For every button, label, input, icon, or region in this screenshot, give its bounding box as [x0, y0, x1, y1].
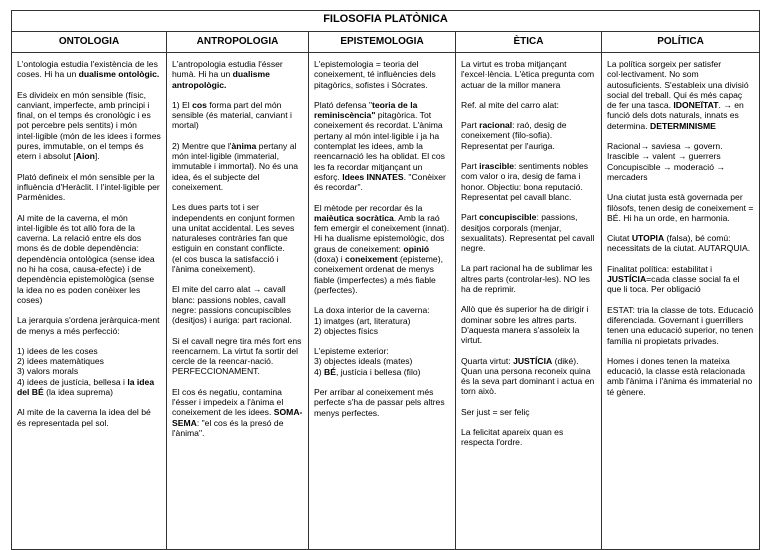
text: : raó, desig de coneixement (filo-sofia). Representat per l'auriga.	[461, 120, 567, 151]
text: (doxa) i	[314, 254, 346, 265]
text: La doxa interior de la caverna:	[314, 305, 430, 316]
text: L'ontologia estudia l'existència de les coses. Hi ha un	[17, 59, 158, 80]
bold-text: concupiscible	[479, 212, 537, 223]
text: (diké). Quan una persona reconeix quina és la seva part dominant i actua en torn això.	[461, 355, 595, 397]
politica-just-city: Una ciutat justa està governada per filòsofs, tenen desig de coneixement = BÉ. Hi ha un orde, en harmonia.	[607, 192, 754, 223]
politica-purpose	[607, 264, 754, 295]
text: Ciutat	[607, 233, 632, 244]
epistemologia-episteme	[314, 346, 450, 377]
politica-classes	[607, 141, 754, 182]
text: La política sorgeix per satisfer col·lectivament. No som autosuficients. S'estableix una divisió social del treball. Qui és més capaç de fer una tasca.	[607, 59, 749, 111]
antropologia-intro	[172, 59, 303, 90]
ontologia-intro	[17, 59, 161, 80]
bold-text: dualisme antropològic.	[172, 69, 270, 90]
text: , justícia i bellesa (filo)	[335, 366, 421, 377]
bold-text: IDONEÏTAT	[673, 100, 719, 111]
list-item: 4)	[314, 366, 325, 377]
header-antropologia: ANTROPOLOGIA	[167, 32, 309, 53]
text: . "Conèixer és recordar".	[314, 171, 446, 193]
cell-ontologia	[12, 53, 167, 550]
epistemologia-conclusion: Per arribar al coneixement més perfecte s'ha de passar pels altres menys perfectes.	[314, 387, 445, 418]
ontologia-hierarchy: La jerarquia s'ordena jeràrquica-ment de menys a més perfecció:	[17, 315, 160, 336]
etica-intro: La virtut es troba mitjançant l'excel·lència. L'ètica pregunta com actuar de la millor manera	[461, 59, 595, 90]
cell-politica	[602, 53, 760, 550]
text: Les dues parts tot i ser independents en conjunt formen una unitat accidental. Les seves naturaleses contràries fan que estiguin en constant conflicte.	[172, 202, 295, 254]
epistemologia-method	[314, 203, 450, 296]
ontologia-hierarchy-list	[17, 346, 161, 397]
list-item: 3) objectes ideals (mates)	[314, 356, 413, 367]
summary-table-page	[11, 10, 759, 550]
politica-utopia	[607, 233, 754, 254]
epistemologia-intro: L'epistemologia = teoria del coneixement, té influències dels pitagòrics, sofistes i Sòcrates.	[314, 59, 436, 90]
cell-etica	[456, 53, 602, 550]
bold-text: racional	[479, 120, 513, 131]
cell-epistemologia	[309, 53, 456, 550]
text: =cada classe social fa el que li toca. Per obligació	[607, 274, 740, 295]
etica-dominate: Allò que és superior ha de dirigir i dominar sobre les altres parts. D'aquesta manera s'assoleix la virtut.	[461, 304, 589, 346]
text: pitagòrica. Tot coneixement és recordat. L'ànima pertany al món intel·ligible i ja ha contemplat les idees, amb la reencarnació les ha oblidat. El cos les fa recordar mitjançant un esforç.	[314, 110, 445, 182]
text: . → en funció dels dots naturals, innats es determina.	[607, 100, 744, 131]
etica-happiness: La felicitat apareix quan es respecta l'ordre.	[461, 427, 564, 448]
bold-text: teoria de la reminiscència"	[314, 99, 418, 121]
list-item: 1) imatges (art, literatura)	[314, 315, 411, 326]
list-item: 2) objectes físics	[314, 325, 378, 336]
text: Quarta virtut:	[461, 355, 514, 366]
ontologia-influences: Plató defineix el món sensible per la influència d'Heràclit. I l'intel·ligible per Parmènides.	[17, 171, 160, 203]
text: ].	[94, 151, 100, 162]
bold-text: dualisme ontològic.	[78, 69, 160, 80]
list-item: 2) idees matemàtiques	[17, 356, 104, 367]
text: : passions, desitjos corporals (menjar, sexualitats). Representat pel cavall negre.	[461, 212, 595, 254]
antropologia-soma-sema	[172, 387, 303, 438]
table-title: FILOSOFIA PLATÒNICA	[12, 11, 760, 32]
antropologia-chariot: El mite del carro alat → cavall blanc: passions nobles, cavall negre: passions concupiscibles (desitjos) i auriga: part racional.	[172, 284, 292, 326]
antropologia-reincarnation: Si el cavall negre tira més fort ens reencarnem. La virtut fa sortir del cercle de la reencar-nació. PERFECCIONAMENT.	[172, 335, 302, 377]
cell-antropologia	[167, 53, 309, 550]
summary-table	[11, 10, 760, 550]
politica-state: ESTAT: tria la classe de tots. Educació diferenciada. Governant i guerrillers tenen una educació superior, no tenen família ni propietats privades.	[607, 304, 754, 346]
text: forma part del món sensible (és material, canviant i mortal)	[172, 99, 292, 131]
epistemologia-reminiscence	[314, 100, 450, 193]
list-item: 1) idees de les coses	[17, 345, 98, 356]
etica-rational	[461, 120, 596, 151]
list-item: 4) idees de justícia, bellesa i	[17, 376, 128, 387]
text: . Amb la raó fem emergir el coneixement (innat).	[314, 212, 450, 234]
text: pertany al món intel·ligible (immaterial, immutable i immortal). No és una idea, és el subjecte del coneixement.	[172, 140, 299, 192]
bold-text: Idees INNATES	[342, 171, 404, 182]
list-item: Irascible → valent → guerrers	[607, 151, 721, 162]
text: El mètode per recordar és la	[314, 202, 423, 213]
antropologia-conflict	[172, 202, 303, 274]
text: Part	[461, 161, 480, 172]
text: Finalitat política: estabilitat i	[607, 263, 713, 274]
list-item: Concupiscible → moderació → mercaders	[607, 161, 725, 182]
bold-text: SOMA-SEMA	[172, 407, 303, 428]
text: : "el cos és la presó de l'ànima".	[172, 417, 284, 438]
bold-text: Aion	[75, 151, 95, 162]
bold-text: maièutica socràtica	[314, 212, 394, 223]
text: 1) El	[172, 99, 193, 110]
text: (episteme), coneixement ordenat de menys fiable (imperfectes) a més fiable (perfectes).	[314, 254, 443, 295]
bold-text: la idea del BÉ	[17, 376, 155, 398]
bold-text: irascible	[479, 161, 515, 172]
etica-chariot-ref: Ref. al mite del carro alat:	[461, 99, 559, 110]
epistemologia-doxa	[314, 305, 450, 336]
text: Part	[461, 212, 480, 223]
header-etica: ÈTICA	[456, 32, 602, 53]
list-item: Racional→ saviesa → govern.	[607, 141, 723, 152]
etica-just-happy: Ser just = ser feliç	[461, 406, 530, 417]
bold-text: DETERMINISME	[650, 120, 716, 131]
bold-text: JUSTÍCIA	[607, 274, 647, 285]
etica-irascible	[461, 161, 596, 202]
antropologia-body	[172, 100, 303, 131]
text: (la idea suprema)	[43, 387, 114, 398]
bold-text: UTOPIA	[631, 233, 665, 244]
bold-text: opinió	[403, 243, 430, 254]
politica-education: Homes i dones tenen la mateixa educació, la classe està relacionada amb l'ànima i l'ànima és immaterial no té gènere.	[607, 355, 753, 397]
antropologia-soul	[172, 141, 303, 192]
text: (falsa), bé comú: necessitats de la ciutat. AUTARQUIA.	[607, 233, 751, 254]
text: : sentiments nobles com valor o ira, desig de fama i honor. Objectiu: bona reputació. Representat pel cavall blanc.	[461, 161, 589, 202]
text: (el cos busca la satisfacció i l'ànima coneixement).	[172, 253, 279, 275]
ontologia-worlds	[17, 90, 161, 162]
text: L'episteme exterior:	[314, 346, 389, 357]
text: Hi ha dualisme epistemològic, dos graus de coneixement:	[314, 233, 445, 254]
text: L'antropologia estudia l'ésser humà. Hi ha un	[172, 59, 283, 80]
header-epistemologia: EPISTEMOLOGIA	[309, 32, 456, 53]
text: 2) Mentre que l'	[172, 140, 232, 151]
ontologia-cave: Al mite de la caverna, el món intel·ligible és tot allò fora de la caverna. La relació entre els dos mons és de doble dependència: dependència ontològica (sense idea no hi ha cosa, causa-efecte) i de dependència epistemològica (sense la idea no es poden conèixer les coses)	[17, 212, 155, 305]
ontologia-sun: Al mite de la caverna la idea del bé és representada pel sol.	[17, 407, 151, 428]
etica-sublimate: La part racional ha de sublimar les altres parts (controlar-les). NO les ha de reprimir.	[461, 263, 593, 295]
bold-text: coneixement	[345, 254, 398, 265]
text: Plató defensa "	[314, 99, 372, 110]
bold-text: ànima	[231, 140, 257, 151]
list-item: 3) valors morals	[17, 366, 79, 377]
bold-text: cos	[192, 99, 207, 110]
text: Es divideix en món sensible (físic, canviant, imperfecte, amb principi i final, on el temps és cronològic i es pot percebre pels sentits) i món intel·ligible (món de les idees i formes pures, immutable, on el temps és etern i absolut [	[17, 89, 161, 162]
bold-text: JUSTÍCIA	[513, 355, 553, 366]
text: Part	[461, 120, 480, 131]
bold-text: BÉ	[324, 366, 336, 377]
etica-concupiscible	[461, 212, 596, 253]
header-politica: POLÍTICA	[602, 32, 760, 53]
etica-justice	[461, 356, 596, 397]
header-ontologia: ONTOLOGIA	[12, 32, 167, 53]
politica-intro	[607, 59, 754, 131]
text: El cos és negatiu, contamina l'ésser i impedeix a l'ànima el coneixement de les idees.	[172, 386, 284, 418]
